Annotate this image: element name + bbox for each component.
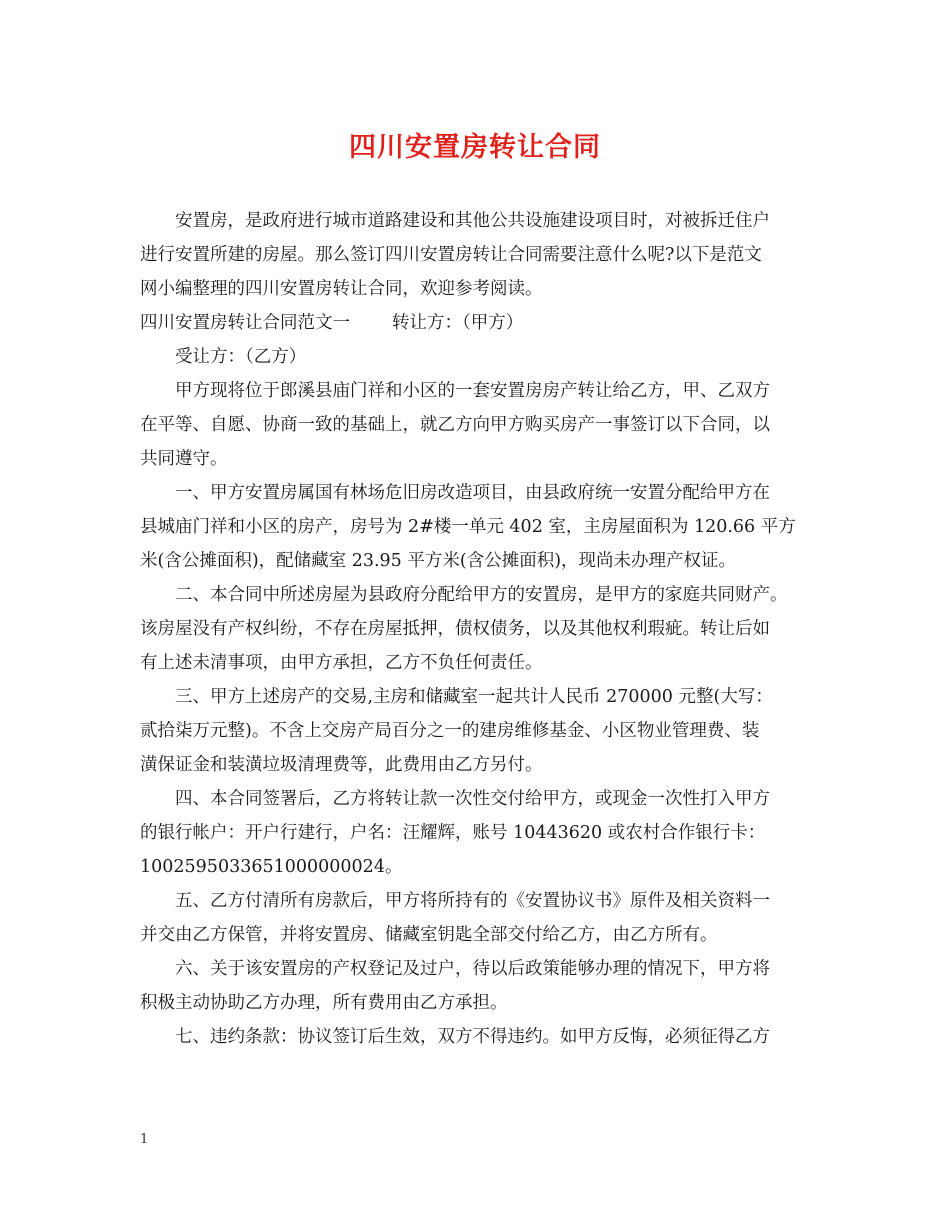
text-line: 并交由乙方保管，并将安置房、储藏室钥匙全部交付给乙方，由乙方所有。 xyxy=(140,925,718,945)
intro-paragraph xyxy=(140,204,812,306)
text-line: 网小编整理的四川安置房转让合同，欢迎参考阅读。 xyxy=(140,279,543,299)
document-title: 四川安置房转让合同 xyxy=(349,132,601,163)
text-line: 在平等、自愿、协商一致的基础上，就乙方向甲方购买房产一事签订以下合同，以 xyxy=(140,415,770,435)
text-line: 1002595033651000000024。 xyxy=(140,857,403,877)
text-line: 三、甲方上述房产的交易,主房和储藏室一起共计人民币 270000 元整(大写： xyxy=(175,687,773,707)
transferee-label: 受让方：（乙方） xyxy=(175,347,307,367)
text-line: 甲方现将位于郎溪县庙门祥和小区的一套安置房房产转让给乙方，甲、乙双方 xyxy=(175,381,770,401)
text-line: 贰拾柒万元整)。不含上交房产局百分之一的建房维修基金、小区物业管理费、装 xyxy=(140,721,760,741)
clause-paragraph xyxy=(140,884,812,952)
text-line: 五、乙方付清所有房款后，甲方将所持有的《安置协议书》原件及相关资料一 xyxy=(175,891,770,911)
clause-paragraph xyxy=(140,578,812,680)
text-line: 七、违约条款：协议签订后生效，双方不得违约。如甲方反悔，必须征得乙方 xyxy=(175,1027,770,1047)
text-line: 共同遵守。 xyxy=(140,449,228,469)
clause-paragraph xyxy=(140,680,812,782)
clause-paragraph xyxy=(140,374,812,476)
text-line: 有上述未清事项，由甲方承担，乙方不负任何责任。 xyxy=(140,653,543,673)
text-line: 该房屋没有产权纠纷，不存在房屋抵押，债权债务，以及其他权利瑕疵。转让后如 xyxy=(140,619,770,639)
sample-heading-line xyxy=(140,306,812,340)
text-line: 进行安置所建的房屋。那么签订四川安置房转让合同需要注意什么呢?以下是范文 xyxy=(140,245,762,265)
document-body xyxy=(140,204,812,1054)
text-line: 米(含公摊面积)，配储藏室 23.95 平方米(含公摊面积)，现尚未办理产权证。 xyxy=(140,551,737,571)
text-line: 六、关于该安置房的产权登记及过户，待以后政策能够办理的情况下，甲方将 xyxy=(175,959,770,979)
text-line: 的银行帐户：开户行建行，户名：汪耀辉，账号 10443620 或农村合作银行卡： xyxy=(140,823,766,843)
clause-paragraph xyxy=(140,1020,812,1054)
clause-paragraph xyxy=(140,952,812,1020)
page-number: 1 xyxy=(140,1132,149,1147)
transferee-line xyxy=(140,340,812,374)
text-line: 四、本合同签署后，乙方将转让款一次性交付给甲方，或现金一次性打入甲方 xyxy=(175,789,770,809)
text-line: 二、本合同中所述房屋为县政府分配给甲方的安置房，是甲方的家庭共同财产。 xyxy=(175,585,788,605)
clause-paragraph xyxy=(140,476,812,578)
clause-paragraph xyxy=(140,782,812,884)
text-line: 潢保证金和装潢垃圾清理费等，此费用由乙方另付。 xyxy=(140,755,543,775)
text-line: 积极主动协助乙方办理，所有费用由乙方承担。 xyxy=(140,993,508,1013)
text-line: 县城庙门祥和小区的房产，房号为 2#楼一单元 402 室，主房屋面积为 120.66 平方 xyxy=(140,517,796,537)
text-line: 安置房，是政府进行城市道路建设和其他公共设施建设项目时，对被拆迁住户 xyxy=(175,211,770,231)
text-line: 一、甲方安置房属国有林场危旧房改造项目，由县政府统一安置分配给甲方在 xyxy=(175,483,770,503)
sample-heading: 四川安置房转让合同范文一 xyxy=(140,313,350,333)
transferor-label: 转让方：（甲方） xyxy=(392,313,524,333)
